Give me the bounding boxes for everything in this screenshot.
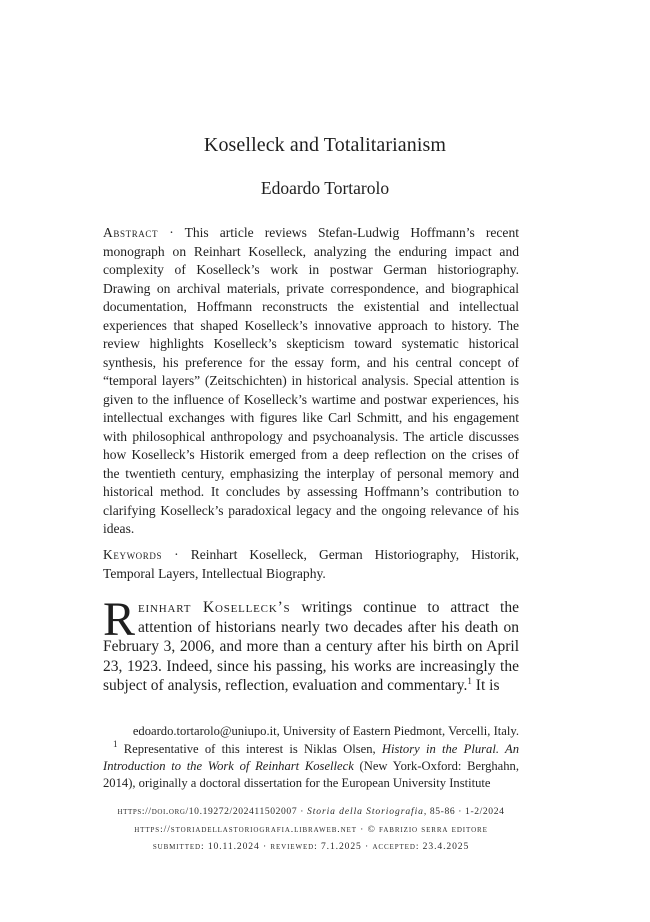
abstract-block [103, 224, 519, 539]
author-affiliation: edoardo.tortarolo@uniupo.it, University of Eastern Piedmont, Vercelli, Italy. [132, 724, 519, 738]
footnote-text-pre: Representative of this interest is Niklas Olsen, [117, 742, 382, 756]
drop-cap: R [103, 593, 136, 646]
body-lead-in: einhart Koselleck’s [138, 599, 291, 616]
abstract-text: This article reviews Stefan-Ludwig Hoffmann’s recent monograph on Reinhart Koselleck, analyzing the enduring impact and complexity of Koselleck’s work in postwar German historiography. Drawing on archival materials, private correspondence, and biographical documentation, Hoffmann reconstructs the existential and intellectual experiences that shaped Koselleck’s innovative approach to history. The review highlights Koselleck’s skepticism toward systematic historical synthesis, his preference for the essay form, and his central concept of “temporal layers” (Zeitschichten) in historical analysis. Special attention is given to the influence of Koselleck’s wartime and postwar experiences, his intellectual exchanges with figures like Carl Schmitt, and his engagement with philosophical anthropology and psychoanalysis. The article discusses how Koselleck’s Historik emerged from a deep reflection on the crises of the twentieth century, emphasizing the interplay of personal memory and historical method. It concludes by assessing Hoffmann’s contribution to clarifying Koselleck’s paradoxical legacy and the ongoing relevance of his ideas. [103, 225, 519, 536]
footnote-ref[interactable]: 1 [467, 676, 472, 686]
doi-line [0, 806, 622, 817]
abstract-separator: · [158, 225, 185, 240]
article-title: Koselleck and Totalitarianism [203, 134, 447, 156]
footnote-cited-title: History in the Plural. An Introduction to the Work of Reinhart Koselleck [103, 742, 519, 773]
body-text: writings continue to attract the attention of historians nearly two decades after his death on February 3, 2006, and more than a century after his birth on April 23, 1923. Indeed, since his passing, his works are increasingly the subject of analysis, reflection, evaluation and commentary. [103, 599, 519, 694]
submission-dates: submitted: 10.11.2024 · reviewed: 7.1.2025 · accepted: 23.4.2025 [152, 841, 470, 852]
article-author: Edoardo Tortarolo [260, 178, 390, 198]
keywords-label: Keywords [103, 547, 163, 562]
keywords-separator: · [162, 547, 191, 562]
publisher-line[interactable]: https://storiadellastoriografia.libraweb.net · © fabrizio serra editore [134, 824, 488, 835]
body-paragraph [103, 593, 519, 696]
footnote [103, 741, 519, 792]
doi-link[interactable]: https://doi.org/10.19272/202411502007 · [117, 806, 308, 817]
keywords-block [103, 546, 519, 583]
journal-name: Storia della Storiografia [307, 806, 424, 817]
keywords-text: Reinhart Koselleck, German Historiography, Historik, Temporal Layers, Intellectual Biography. [103, 547, 519, 581]
issue-info: , 85-86 · 1-2/2024 [423, 806, 505, 817]
footnote-text-post: (New York-Oxford: Berghahn, 2014), originally a doctoral dissertation for the European University Institute [103, 759, 519, 790]
body-tail: It is [471, 677, 500, 694]
abstract-label: Abstract [103, 225, 159, 240]
footnote-number: 1 [113, 739, 118, 749]
